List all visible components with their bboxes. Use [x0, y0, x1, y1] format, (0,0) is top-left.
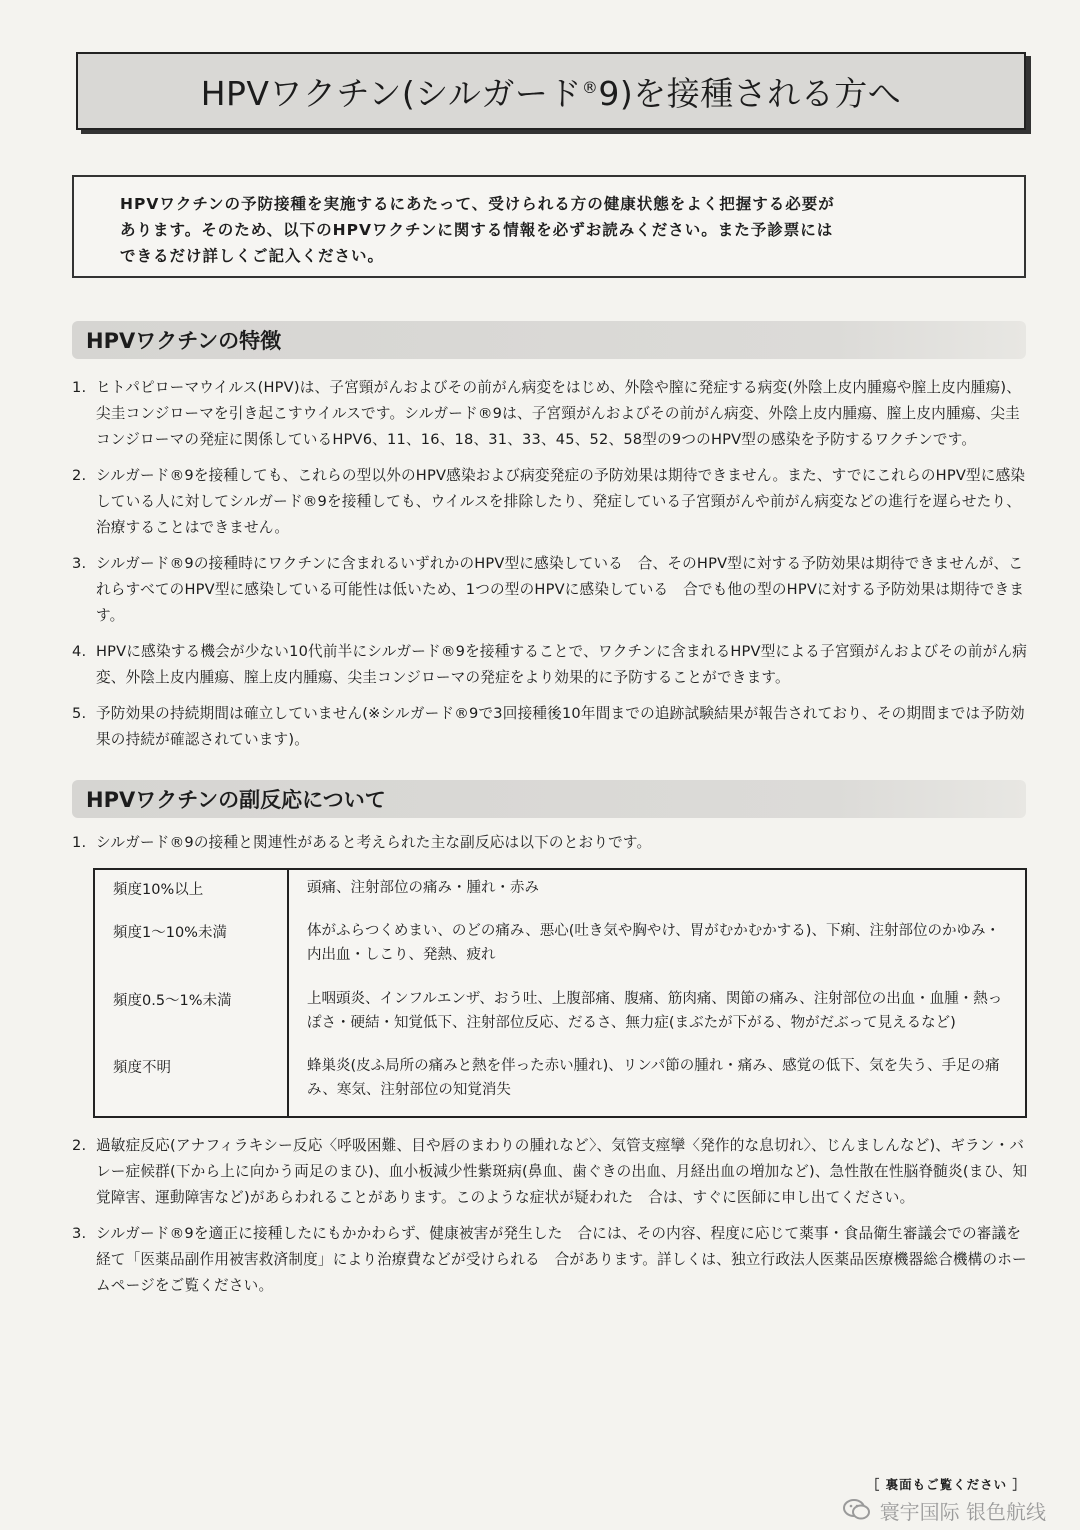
section-heading-features: HPVワクチンの特徴 — [72, 321, 1026, 359]
intro-notice-box — [72, 175, 1026, 278]
list-item: 2. 過敏症反応(アナフィラキシー反応〈呼吸困難、目や唇のまわりの腫れなど〉、気管支痙攣〈発作的な息切れ〉、じんましんなど)、ギラン・バレー症候群(下から上に向かう両足のまひ)、血小板減少性紫斑病(鼻血、歯ぐきの出血、月経出血の増加など)、急性散在性脳脊髄炎(まひ、知覚障害、運動障害など)があらわれることがあります。このような症状が疑われた 合は、すぐに医師に申し出てください。 — [72, 1137, 1028, 1206]
symptom-cell: 蜂巣炎(皮ふ局所の痛みと熱を伴った赤い腫れ)、リンパ節の腫れ・痛み、感覚の低下、気を失う、手足の痛み、寒気、注射部位の知覚消失 — [307, 1058, 1000, 1099]
symptom-cell: 頭痛、注射部位の痛み・腫れ・赤み — [307, 880, 539, 896]
title-banner — [76, 52, 1026, 130]
symptom-cell: 上咽頭炎、インフルエンザ、おう吐、上腹部痛、腹痛、筋肉痛、関節の痛み、注射部位の出血・血腫・熱っぽさ・硬結・知覚低下、注射部位反応、だるさ、無力症(まぶたが下がる、物がだぶって見えるなど) — [307, 990, 1003, 1031]
list-item: 2. シルガード®9を接種しても、これらの型以外のHPV感染および病変発症の予防効果は期待できません。また、すでにこれらのHPV型に感染している人に対してシルガード®9を接種しても、ウイルスを排除したり、発症している子宮頸がんや前がん病変などの進行を遅らせたり、治療することはできません。 — [72, 467, 1026, 536]
list-item: 5. 予防効果の持続期間は確立していません(※シルガード®9で3回接種後10年間までの追跡試験結果が報告されており、その期間までは予防効果の持続が確認されています)。 — [72, 705, 1025, 748]
watermark — [842, 1495, 1046, 1525]
table-row — [94, 913, 1026, 981]
table-row — [94, 981, 1026, 1049]
wechat-icon — [842, 1497, 872, 1523]
intro-line: HPVワクチンの予防接種を実施するにあたって、受けられる方の健康状態をよく把握する必要が — [120, 195, 835, 213]
watermark-text: 寰宇国际 银色航线 — [879, 1499, 1046, 1524]
section-heading-side-effects: HPVワクチンの副反応について — [72, 780, 1026, 818]
list-item: 3. シルガード®9の接種時にワクチンに含まれるいずれかのHPV型に感染している 合、そのHPV型に対する予防効果は期待できませんが、これらすべてのHPV型に感染している可能性は低いため、1つの型のHPVに感染している 合でも他の型のHPVに対する予防効果は期待できます。 — [72, 555, 1025, 624]
page-title: HPVワクチン(シルガード®9)を接種される方へ — [200, 73, 902, 113]
list-item: 3. シルガード®9を適正に接種したにもかかわらず、健康被害が発生した 合には、その内容、程度に応じて薬事・食品衛生審議会での審議を経て「医薬品副作用被害救済制度」により治療費などが受けられる 合があります。詳しくは、独立行政法人医薬品医療機器総合機構のホームページをご覧ください。 — [72, 1225, 1027, 1294]
table-row — [94, 1048, 1026, 1117]
frequency-cell: 頻度1～10%未満 — [94, 913, 288, 981]
list-item: 1. ヒトパピローマウイルス(HPV)は、子宮頸がんおよびその前がん病変をはじめ、外陰や膣に発症する病変(外陰上皮内腫瘍や膣上皮内腫瘍)、尖圭コンジローマを引き起こすウイルスです。シルガード®9は、子宮頸がんおよびその前がん病変、外陰上皮内腫瘍、膣上皮内腫瘍、尖圭コンジローマの発症に関係しているHPV6、11、16、18、31、33、45、52、58型の9つのHPV型の感染を予防するワクチンです。 — [72, 379, 1022, 448]
list-item: 1. シルガード®9の接種と関連性があると考えられた主な副反応は以下のとおりです。 — [72, 834, 652, 851]
list-item: 4. HPVに感染する機会が少ない10代前半にシルガード®9を接種することで、ワクチンに含まれるHPV型による子宮頸がんおよびその前がん病変、外陰上皮内腫瘍、膣上皮内腫瘍、尖圭コンジローマの発症をより効果的に予防することができます。 — [72, 643, 1028, 686]
side-effects-list — [72, 1133, 1032, 1309]
table-row — [94, 869, 1026, 913]
side-effects-intro — [72, 830, 1032, 866]
intro-line: できるだけ詳しくご記入ください。 — [120, 247, 385, 265]
frequency-cell: 頻度0.5～1%未満 — [94, 981, 288, 1049]
symptom-cell: 体がふらつくめまい、のどの痛み、悪心(吐き気や胸やけ、胃がむかむかする)、下痢、注射部位のかゆみ・内出血・しこり、発熱、疲れ — [307, 922, 1000, 963]
frequency-cell: 頻度不明 — [94, 1048, 288, 1117]
features-list — [72, 375, 1032, 763]
intro-line: あります。そのため、以下のHPVワクチンに関する情報を必ずお読みください。また予診票には — [120, 221, 834, 239]
frequency-cell: 頻度10%以上 — [94, 869, 288, 913]
side-effects-table — [93, 868, 1027, 1118]
see-reverse-note: ［ 裏面もご覧ください ］ — [866, 1477, 1026, 1492]
